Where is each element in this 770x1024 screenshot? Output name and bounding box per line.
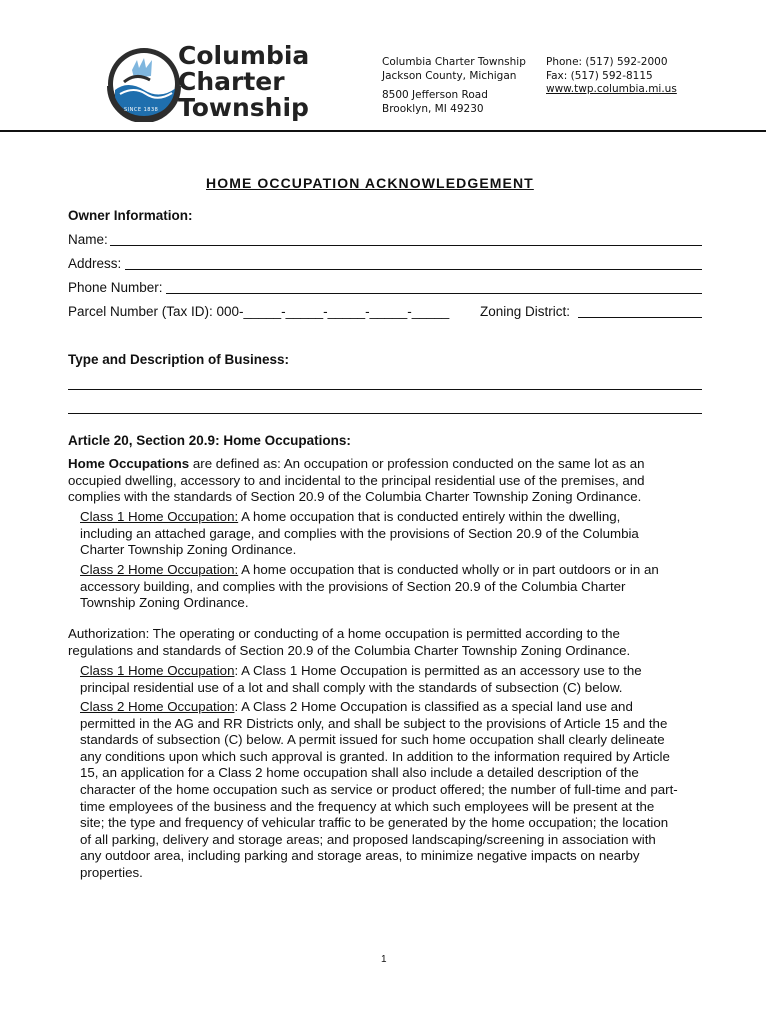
class1-line: including an attached garage, and complies with the provisions of Section 20.9 of the Columbia bbox=[80, 525, 639, 541]
auth-class2-line: site; the type and frequency of vehicular traffic to be generated by the home occupation; the location bbox=[80, 815, 669, 831]
class1-line: A home occupation that is conducted entirely within the dwelling, bbox=[238, 509, 621, 524]
auth-class2-line: permitted in the AG and RR Districts only, and shall be subject to the provisions of Article 15 and the bbox=[80, 715, 668, 731]
authorization-line: regulations and standards of Section 20.9 of the Columbia Charter Township Zoning Ordinance. bbox=[68, 642, 631, 658]
office-address-block bbox=[382, 56, 526, 116]
class2-line: Township Zoning Ordinance. bbox=[80, 595, 249, 611]
auth-class2-line: 15, an application for a Class 2 home occupation shall also include a detailed description of the bbox=[80, 765, 639, 781]
page-number: 1 bbox=[381, 954, 387, 965]
class1-line: Charter Township Zoning Ordinance. bbox=[80, 542, 297, 558]
auth-class2-term: Class 2 Home Occupation bbox=[80, 699, 235, 714]
name-label: Name: bbox=[68, 232, 108, 247]
business-field-line-2[interactable] bbox=[68, 413, 702, 414]
form-title: HOME OCCUPATION ACKNOWLEDGEMENT bbox=[206, 175, 534, 191]
auth-class2-line: properties. bbox=[80, 864, 143, 880]
office-street: 8500 Jefferson Road bbox=[382, 89, 488, 101]
auth-class1-term: Class 1 Home Occupation bbox=[80, 663, 235, 678]
parcel-number-label[interactable]: Parcel Number (Tax ID): 000-_____-_____-_____-_____-_____ bbox=[68, 304, 450, 319]
office-name: Columbia Charter Township bbox=[382, 56, 526, 68]
authorization-class1 bbox=[80, 663, 710, 696]
class2-term: Class 2 Home Occupation: bbox=[80, 562, 239, 577]
auth-class2-line: standards of subsection (C) below. A permit issued for such home occupation shall clearly delineate bbox=[80, 732, 665, 748]
auth-class1-line: principal residential use of a lot and shall comply with the standards of subsection (C) below. bbox=[80, 679, 623, 695]
name-field[interactable] bbox=[110, 245, 702, 246]
auth-class1-line: : A Class 1 Home Occupation is permitted as an accessory use to the bbox=[234, 663, 642, 678]
authorization-line: Authorization: The operating or conducting of a home occupation is permitted according to the bbox=[68, 626, 620, 641]
office-county: Jackson County, Michigan bbox=[382, 69, 517, 82]
auth-class2-line: any conditions upon which such approval is granted. In addition to the information required by Article bbox=[80, 748, 670, 764]
class1-term: Class 1 Home Occupation: bbox=[80, 509, 239, 524]
auth-class2-line: any outdoor area, including parking and storage areas, to minimize negative impacts on nearby bbox=[80, 848, 640, 864]
address-field[interactable] bbox=[125, 269, 702, 270]
phone-label: Phone Number: bbox=[68, 280, 163, 295]
auth-class2-line: : A Class 2 Home Occupation is classified as a special land use and bbox=[234, 699, 633, 714]
business-field-line-1[interactable] bbox=[68, 389, 702, 390]
definition-paragraph bbox=[68, 456, 708, 506]
header-divider bbox=[0, 130, 766, 132]
fax-text: Fax: (517) 592-8115 bbox=[546, 69, 653, 82]
authorization-paragraph bbox=[68, 626, 708, 659]
logo-line-1: Columbia bbox=[178, 41, 310, 70]
class2-line: A home occupation that is conducted wholly or in part outdoors or in an bbox=[238, 562, 659, 577]
definition-line: are defined as: An occupation or profession conducted on the same lot as an bbox=[189, 456, 645, 471]
article-heading: Article 20, Section 20.9: Home Occupations: bbox=[68, 433, 351, 448]
class2-definition bbox=[80, 562, 710, 612]
zoning-district-label: Zoning District: bbox=[480, 304, 571, 319]
logo-line-2: Charter bbox=[178, 67, 285, 96]
definition-term: Home Occupations bbox=[68, 456, 190, 471]
definition-line: complies with the standards of Section 20.9 of the Columbia Charter Township Zoning Ordinance. bbox=[68, 489, 642, 505]
business-heading: Type and Description of Business: bbox=[68, 352, 290, 367]
township-logo bbox=[106, 41, 310, 126]
logo-line-3: Township bbox=[178, 93, 309, 122]
zoning-district-field[interactable] bbox=[578, 317, 702, 318]
office-city: Brooklyn, MI 49230 bbox=[382, 102, 484, 115]
class1-definition bbox=[80, 509, 710, 559]
contact-block bbox=[546, 56, 677, 97]
owner-info-heading: Owner Information: bbox=[68, 208, 193, 223]
auth-class2-line: of all parking, delivery and storage areas; and proposed landscaping/screening in association with bbox=[80, 831, 656, 847]
auth-class2-line: character of the home occupation such as service or product offered; the number of full-time and part- bbox=[80, 781, 678, 797]
phone-text: Phone: (517) 592-2000 bbox=[546, 56, 668, 68]
website-link[interactable]: www.twp.columbia.mi.us bbox=[546, 83, 677, 95]
address-label: Address: bbox=[68, 256, 122, 271]
authorization-class2 bbox=[80, 699, 710, 882]
phone-field[interactable] bbox=[166, 293, 702, 294]
class2-line: accessory building, and complies with the provisions of Section 20.9 of the Columbia Charter bbox=[80, 578, 626, 594]
auth-class2-line: time employees of the business and the frequency at which such employees will be present at the bbox=[80, 798, 655, 814]
definition-line: occupied dwelling, accessory to and incidental to the principal residential use of the premises, and bbox=[68, 472, 645, 488]
seal-text: SINCE 1838 bbox=[124, 107, 159, 113]
